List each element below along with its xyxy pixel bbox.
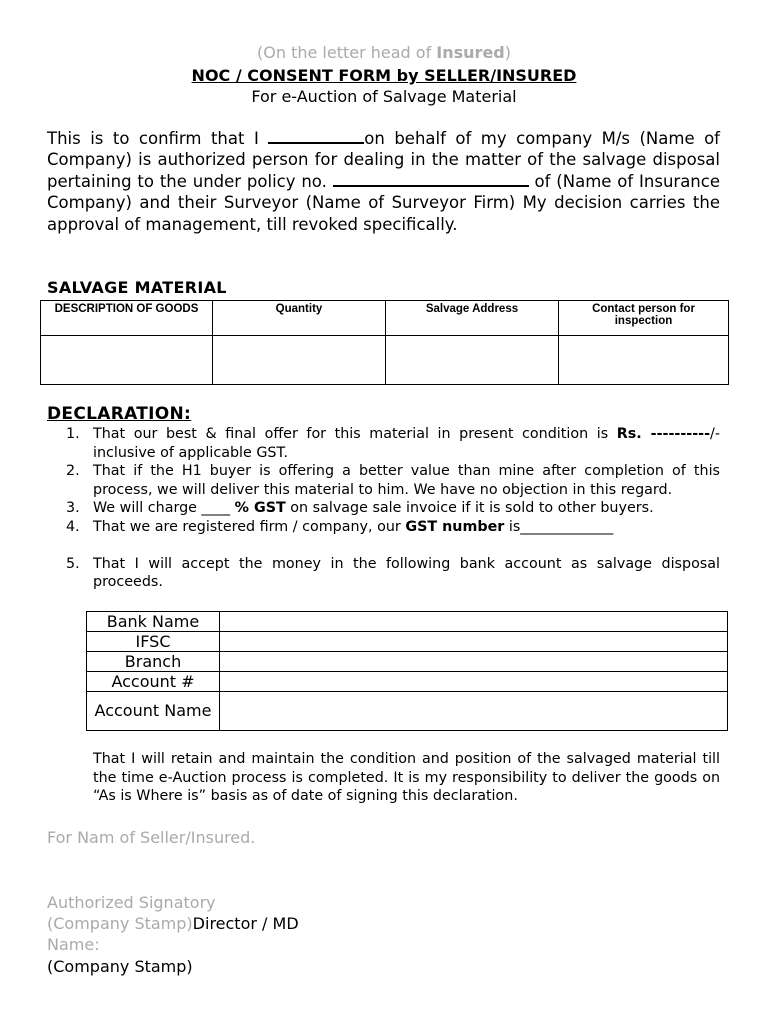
account-name-label: Account Name <box>87 692 220 731</box>
bank-details-table <box>86 611 728 731</box>
intro-paragraph <box>47 128 720 235</box>
declaration-list <box>66 425 720 592</box>
header-description: DESCRIPTION OF GOODS <box>41 301 213 336</box>
letterhead-note <box>0 43 768 62</box>
authorized-signatory: Authorized Signatory <box>47 893 216 912</box>
branch-label: Branch <box>87 652 220 672</box>
header-quantity: Quantity <box>213 301 386 336</box>
bank-row <box>87 652 728 672</box>
salvage-material-heading: SALVAGE MATERIAL <box>47 278 227 297</box>
declaration-item-5: 5. That I will accept the money in the following bank account as salvage disposal proceeds. <box>66 555 720 590</box>
letterhead-insured: Insured <box>436 43 505 62</box>
declaration-item-4: 4. That we are registered firm / company, our GST number is_____________ <box>66 518 614 535</box>
quantity-cell[interactable] <box>213 336 386 385</box>
for-seller-line: For Nam of Seller/Insured. <box>47 828 256 847</box>
bank-name-label: Bank Name <box>87 612 220 632</box>
contact-person-cell[interactable] <box>559 336 729 385</box>
bank-name-value[interactable] <box>220 612 728 632</box>
stamp-director-line <box>47 914 299 933</box>
company-stamp: (Company Stamp) <box>47 957 193 976</box>
company-stamp-grey: (Company Stamp) <box>47 914 193 933</box>
offer-amount: Rs. ---------- <box>616 426 711 442</box>
intro-text-2: on behalf of my company M/s (Name of Company) is authorized person for dealing in the matter of the salvage disposal pertaining to the under policy no. <box>47 129 720 191</box>
gst-number-label: GST number <box>405 518 505 535</box>
account-number-label: Account # <box>87 672 220 692</box>
intro-text-3: of (Name of Insurance Company) and their Surveyor (Name of Surveyor Firm) My decision carries the approval of management, till revoked specifically. <box>47 171 720 234</box>
gst-percent: % GST <box>234 500 286 516</box>
declaration-item-3: 3. We will charge ____ % GST on salvage sale invoice if it is sold to other buyers. <box>66 500 654 516</box>
declaration-heading: DECLARATION: <box>47 404 192 424</box>
name-blank[interactable] <box>268 128 364 144</box>
intro-text-1: This is to confirm that I <box>47 129 269 148</box>
item-number: 2. <box>66 463 80 479</box>
item-number: 4. <box>66 518 80 535</box>
ifsc-value[interactable] <box>220 632 728 652</box>
name-label: Name: <box>47 935 100 954</box>
retain-paragraph: That I will retain and maintain the condition and position of the salvaged material till the time e-Auction process is completed. It is my responsibility to deliver the goods on “As is Where is” basis as of date of signing this declaration. <box>93 751 720 805</box>
account-number-value[interactable] <box>220 672 728 692</box>
declaration-item-2: 2. That if the H1 buyer is offering a better value than mine after completion of this process, we will deliver this material to him. We have no objection in this regard. <box>66 463 720 498</box>
policy-no-blank[interactable] <box>333 171 529 187</box>
description-cell[interactable] <box>41 336 213 385</box>
bank-row <box>87 672 728 692</box>
salvage-address-cell[interactable] <box>386 336 559 385</box>
salvage-table-entry-row <box>41 336 729 385</box>
bank-row <box>87 632 728 652</box>
salvage-material-table <box>40 300 729 385</box>
account-name-value[interactable] <box>220 692 728 731</box>
bank-row <box>87 612 728 632</box>
item-number: 1. <box>66 426 80 442</box>
header-contact-person: Contact person for inspection <box>559 301 729 336</box>
bank-row <box>87 692 728 731</box>
form-title: NOC / CONSENT FORM by SELLER/INSURED <box>191 66 577 85</box>
header-salvage-address: Salvage Address <box>386 301 559 336</box>
letterhead-prefix: (On the letter head of <box>257 43 437 62</box>
declaration-item-1: 1. That our best & final offer for this material in present condition is Rs. ----------/- inclusive of applicable GST. <box>66 426 720 461</box>
ifsc-label: IFSC <box>87 632 220 652</box>
item-number: 5. <box>66 555 80 572</box>
salvage-table-header-row <box>41 301 729 336</box>
director-md: Director / MD <box>192 914 299 933</box>
item-number: 3. <box>66 500 80 516</box>
branch-value[interactable] <box>220 652 728 672</box>
letterhead-suffix: ) <box>504 43 511 62</box>
form-subtitle: For e-Auction of Salvage Material <box>251 87 517 106</box>
